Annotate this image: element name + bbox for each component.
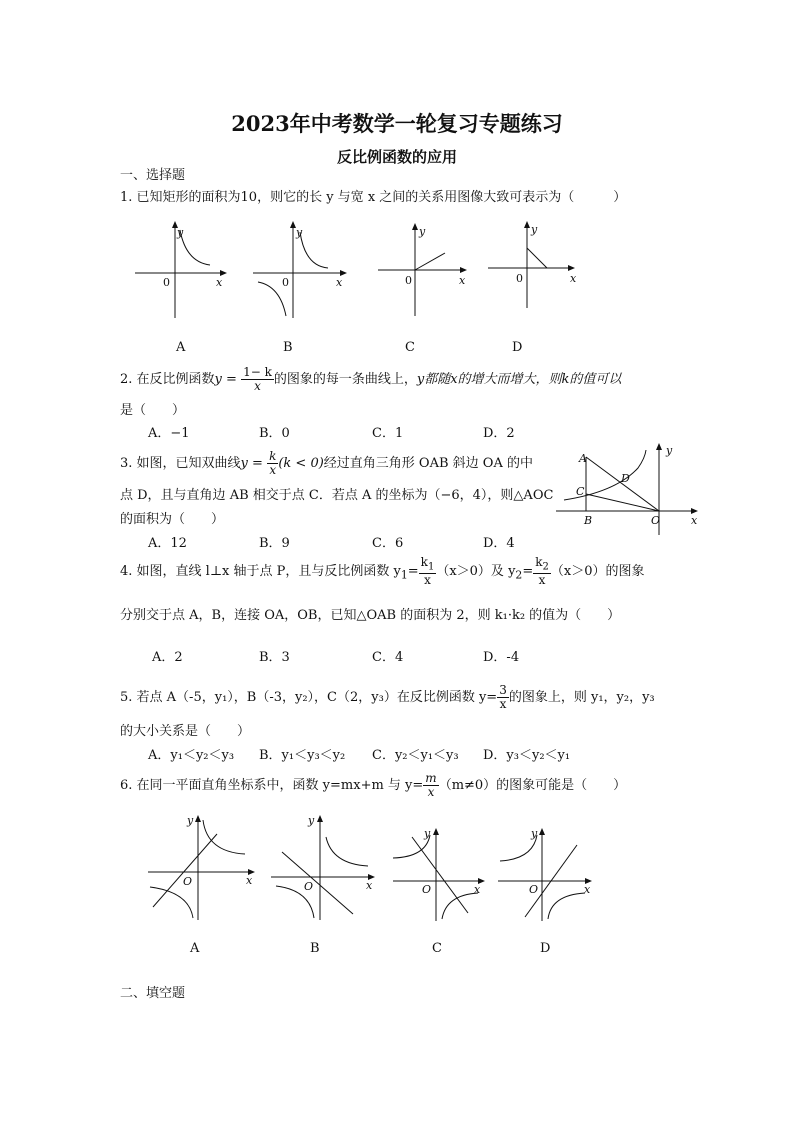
svg-text:x: x bbox=[246, 874, 253, 887]
q4-option-a: A．2 bbox=[152, 650, 183, 665]
question-5-line2: 的大小关系是（ ） bbox=[120, 724, 251, 739]
question-1-text: 1. 已知矩形的面积为10，则它的长 y 与宽 x 之间的关系用图像大致可表示为（ ） bbox=[120, 190, 627, 205]
q5-option-a: A．y₁＜y₂＜y₃ bbox=[148, 748, 235, 763]
q2-option-a: A．−1 bbox=[148, 426, 190, 441]
q2-option-c: C．1 bbox=[372, 426, 404, 441]
svg-text:O: O bbox=[422, 883, 432, 896]
q2-option-d: D．2 bbox=[483, 426, 515, 441]
svg-text:B: B bbox=[584, 514, 593, 527]
question-2-text: 2. 在反比例函数y = $\frac{1- k}{x}$ 的图象的每一条曲线上，y都随x的增大而增大，则k的值可以 bbox=[120, 365, 622, 393]
svg-text:x: x bbox=[570, 272, 577, 285]
question-3-line2: 点 D，且与直角边 AB 相交于点 C．若点 A 的坐标为（−6，4），则△AOC bbox=[120, 488, 554, 503]
q6-graph-b bbox=[268, 812, 383, 922]
q1-choice-c: C bbox=[405, 340, 415, 355]
page-subtitle: 反比例函数的应用 bbox=[336, 148, 457, 166]
q4-fraction-2: $\frac{k_2}{x}$ bbox=[535, 554, 549, 588]
q1-graph-d bbox=[485, 218, 585, 318]
svg-text:y: y bbox=[296, 226, 303, 239]
q3-fraction: $\frac{k}{x}$ bbox=[269, 449, 277, 477]
question-6-text: 6. 在同一平面直角坐标系中，函数 y=mx+m 与 y= $\frac{m}{x}$ （m≠0）的图象可能是（ ） bbox=[120, 771, 627, 799]
q1-choice-a: A bbox=[176, 340, 186, 355]
page-title: 2023年中考数学一轮复习专题练习 bbox=[231, 111, 563, 136]
svg-text:O: O bbox=[183, 875, 193, 888]
q5-fraction: $\frac{3}{x}$ bbox=[499, 683, 507, 711]
svg-text:y: y bbox=[531, 223, 538, 236]
svg-text:x: x bbox=[474, 883, 481, 896]
question-3-text: 3. 如图，已知双曲线y = $\frac{k}{x}$ (k < 0)经过直角三角形 OAB 斜边 OA 的中 bbox=[120, 449, 533, 477]
question-5-text: 5. 若点 A（-5，y₁），B（-3，y₂），C（2，y₃）在反比例函数 y= $\frac{3}{x}$ 的图象上，则 y₁，y₂，y₃ bbox=[120, 683, 655, 711]
q6-choice-c: C bbox=[432, 941, 442, 956]
svg-text:x: x bbox=[216, 276, 223, 289]
question-2-line2: 是（ ） bbox=[120, 403, 186, 418]
q4-option-b: B．3 bbox=[259, 650, 290, 665]
q1-choice-d: D bbox=[512, 340, 523, 355]
svg-text:O: O bbox=[651, 514, 661, 527]
section-heading-choice: 一、选择题 bbox=[120, 168, 186, 183]
question-4-text: 4. 如图，直线 l⊥x 轴于点 P，且与反比例函数 $y_1=$ $\frac{k_1}{x}$ （x＞0）及 $y_2=$ $\frac{k_2}{x}$ （x＞0）的图象 bbox=[120, 554, 645, 588]
svg-text:O: O bbox=[529, 883, 539, 896]
q6-graph-c bbox=[390, 823, 495, 923]
svg-text:x: x bbox=[584, 883, 591, 896]
svg-text:x: x bbox=[336, 276, 343, 289]
q2-fraction: $\frac{1- k}{x}$ bbox=[243, 365, 272, 393]
svg-text:y: y bbox=[177, 226, 184, 239]
q5-option-c: C．y₂＜y₁＜y₃ bbox=[372, 748, 459, 763]
q5-option-b: B．y₁＜y₃＜y₂ bbox=[259, 748, 346, 763]
q3-figure bbox=[556, 440, 701, 535]
svg-text:0: 0 bbox=[516, 272, 523, 285]
q4-fraction-1: $\frac{k_1}{x}$ bbox=[420, 554, 435, 588]
q4-option-c: C．4 bbox=[372, 650, 404, 665]
q3-option-c: C．6 bbox=[372, 536, 404, 551]
svg-text:y: y bbox=[424, 827, 431, 840]
svg-text:y: y bbox=[666, 444, 673, 457]
q3-option-d: D．4 bbox=[483, 536, 515, 551]
q1-graph-c bbox=[375, 220, 475, 320]
svg-text:y: y bbox=[187, 814, 194, 827]
q2-option-b: B．0 bbox=[259, 426, 290, 441]
svg-text:x: x bbox=[366, 879, 373, 892]
svg-text:y: y bbox=[531, 827, 538, 840]
section-heading-fill: 二、填空题 bbox=[120, 986, 186, 1001]
q6-choice-d: D bbox=[540, 941, 551, 956]
q6-graph-d bbox=[495, 823, 600, 923]
svg-text:O: O bbox=[304, 880, 314, 893]
svg-text:0: 0 bbox=[405, 274, 412, 287]
question-4-line2: 分别交于点 A，B，连接 OA，OB，已知△OAB 的面积为 2，则 k₁·k₂ 的值为（ ） bbox=[120, 608, 621, 623]
svg-text:C: C bbox=[576, 485, 585, 498]
svg-text:D: D bbox=[621, 472, 630, 485]
svg-text:y: y bbox=[419, 225, 426, 238]
svg-text:0: 0 bbox=[163, 276, 170, 289]
q6-choice-b: B bbox=[310, 941, 320, 956]
svg-text:x: x bbox=[459, 274, 466, 287]
q1-graph-b bbox=[250, 220, 350, 320]
q1-graph-a bbox=[130, 220, 230, 320]
q6-fraction: $\frac{m}{x}$ bbox=[425, 771, 437, 799]
q1-choice-b: B bbox=[283, 340, 293, 355]
q6-choice-a: A bbox=[190, 941, 200, 956]
q4-option-d: D．-4 bbox=[483, 650, 520, 665]
svg-text:y: y bbox=[308, 814, 315, 827]
q5-option-d: D．y₃＜y₂＜y₁ bbox=[483, 748, 571, 763]
q3-option-a: A．12 bbox=[148, 536, 187, 551]
svg-text:0: 0 bbox=[282, 276, 289, 289]
q6-graph-a bbox=[145, 812, 260, 922]
svg-text:A: A bbox=[579, 452, 587, 465]
svg-text:x: x bbox=[691, 514, 698, 527]
question-3-line3: 的面积为（ ） bbox=[120, 512, 225, 527]
q3-option-b: B．9 bbox=[259, 536, 290, 551]
